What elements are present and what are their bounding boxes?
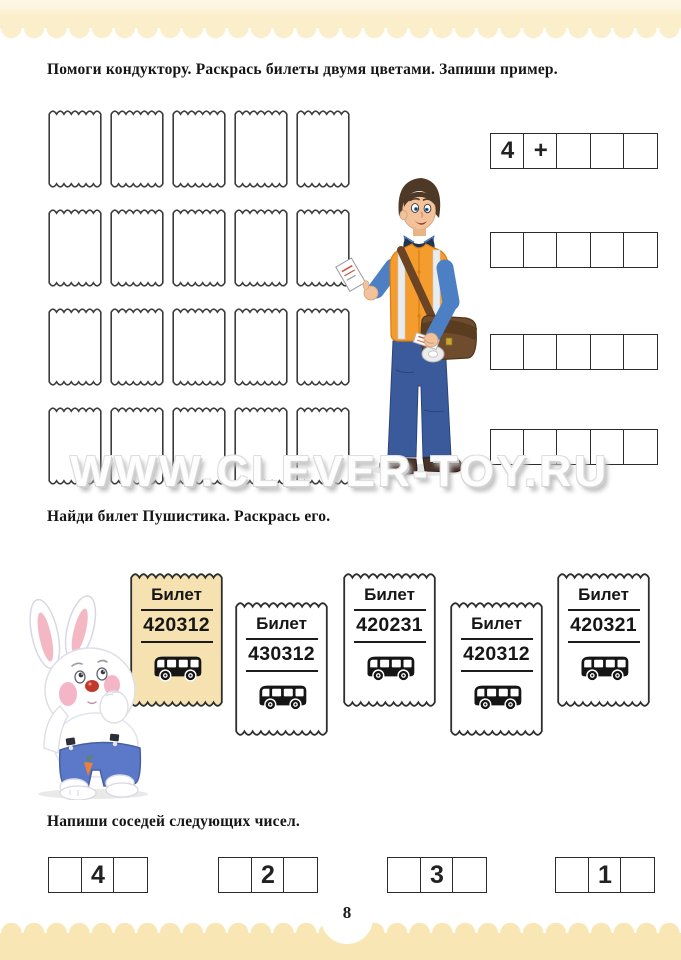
instruction-find-ticket: Найди билет Пушистика. Раскрась его.: [47, 508, 331, 525]
blank-ticket: [110, 110, 164, 188]
equation-cell: [590, 232, 625, 268]
neighbor-cell: [452, 857, 487, 893]
neighbor-group: [387, 857, 487, 893]
ticket-number: 420312: [143, 614, 210, 636]
instruction-help-conductor: Помоги кондуктору. Раскрась билеты двумя цветами. Запиши пример.: [47, 61, 558, 78]
bus-icon: [150, 650, 204, 683]
neighbor-cell: [283, 857, 318, 893]
equation-cell: [590, 133, 625, 169]
equation-cell: [523, 334, 558, 370]
blank-ticket: [110, 308, 164, 386]
blank-tickets-grid: [48, 110, 350, 485]
equation-cell: [590, 334, 625, 370]
ticket-card: [235, 602, 328, 736]
ticket-label: Билет: [151, 585, 202, 604]
equation-cell: [623, 133, 658, 169]
ticket-divider: [568, 641, 640, 643]
blank-ticket: [234, 110, 288, 188]
bus-icon: [577, 650, 631, 683]
ticket-number: 420321: [570, 614, 637, 636]
ticket-divider: [354, 641, 426, 643]
ticket-label: Билет: [256, 614, 307, 633]
ticket-divider: [354, 609, 426, 611]
watermark: WWW.CLEVER-TOY.RU: [70, 447, 610, 496]
equation-cell: [490, 232, 525, 268]
blank-ticket: [172, 209, 226, 287]
equation-strip: [490, 133, 658, 169]
equation-cell: [623, 429, 658, 465]
equation-cell: [556, 133, 591, 169]
neighbor-cell: [387, 857, 422, 893]
ticket-card: [343, 573, 436, 707]
bus-icon: [255, 679, 309, 712]
blank-ticket: [48, 308, 102, 386]
ticket-number: 430312: [248, 643, 315, 665]
blank-ticket: [172, 308, 226, 386]
blank-ticket: [48, 209, 102, 287]
ticket-divider: [568, 609, 640, 611]
blank-ticket: [234, 308, 288, 386]
neighbor-cell: 1: [588, 857, 623, 893]
ticket-card: [450, 602, 543, 736]
ticket-divider: [246, 638, 318, 640]
equation-cell: [556, 334, 591, 370]
top-border-scallops: [0, 28, 681, 39]
equation-cell: [490, 334, 525, 370]
neighbor-cell: 4: [81, 857, 116, 893]
neighbor-cell: [620, 857, 655, 893]
equation-cell: [623, 232, 658, 268]
neighbor-cell: [555, 857, 590, 893]
ticket-card: [557, 573, 650, 707]
neighbor-group: [555, 857, 655, 893]
equation-cell: [523, 232, 558, 268]
bus-icon: [470, 679, 524, 712]
equation-strip: [490, 232, 658, 268]
ticket-number: 420312: [463, 643, 530, 665]
equation-cell: 4: [490, 133, 525, 169]
neighbor-cell: 3: [420, 857, 455, 893]
ticket-divider: [461, 670, 533, 672]
ticket-label: Билет: [578, 585, 629, 604]
neighbor-cell: 2: [251, 857, 286, 893]
neighbor-group: [48, 857, 148, 893]
conductor-illustration: [330, 170, 490, 480]
instruction-write-neighbors: Напиши соседей следующих чисел.: [47, 813, 300, 830]
top-border-band: [0, 0, 681, 28]
blank-ticket: [110, 209, 164, 287]
neighbor-group: [218, 857, 318, 893]
blank-ticket: [172, 110, 226, 188]
equation-cell: +: [523, 133, 558, 169]
blank-ticket: [234, 209, 288, 287]
bunny-illustration: [8, 590, 153, 800]
ticket-label: Билет: [364, 585, 415, 604]
equation-cell: [556, 232, 591, 268]
ticket-divider: [461, 638, 533, 640]
ticket-label: Билет: [471, 614, 522, 633]
neighbor-cell: [113, 857, 148, 893]
page-number: 8: [342, 903, 352, 922]
ticket-number: 420231: [356, 614, 423, 636]
neighbor-cell: [218, 857, 253, 893]
neighbor-cell: [48, 857, 83, 893]
equation-strip: [490, 334, 658, 370]
equation-cell: [623, 334, 658, 370]
bus-icon: [363, 650, 417, 683]
ticket-divider: [246, 670, 318, 672]
blank-ticket: [48, 110, 102, 188]
